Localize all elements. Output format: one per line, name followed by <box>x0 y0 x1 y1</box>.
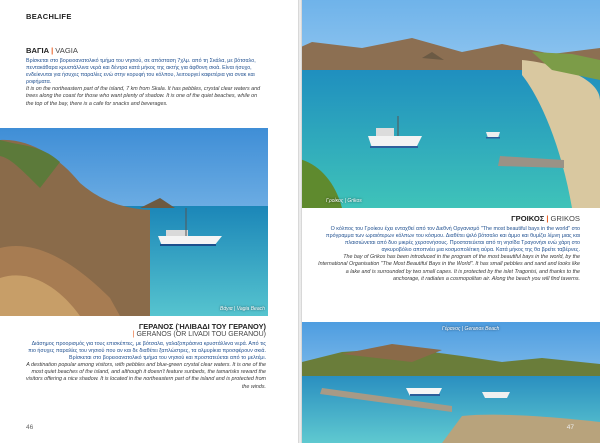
title-separator: | <box>132 331 137 338</box>
section-header: BEACHLIFE <box>26 12 72 21</box>
geranos-title-english-text: GERANOS (OR LIVADI TOU GERANOU) <box>136 331 266 338</box>
geranos-text-greek: Διάσημος προορισμός για τους επισκέπτες, με βότσαλα, γαλαζοπράσινα κρυστάλλινα νερά. Από τις πιο ήσυχες παραλίες του νησιού που αν και δε διαθέτει ξαπλώστρες, τα αλμυρίκια προσφέρουν σκιά. Βρίσκεται στο βορειοανατολικό τμήμα του νησιού και προστατεύεται από το μελτέμι. <box>28 341 266 362</box>
geranos-text-english: A destination popular among visitors, with pebbles and blue-green crystal clear waters. It is one of the most quiet beaches of the island, and although it doesn't feature sunbeds, the tamarisks reward the visitors offering a nice shadow. It is located in the northeastern part of the island and is protected from the winds. <box>26 362 267 390</box>
page-number-right: 47 <box>566 424 574 431</box>
grikos-caption: Γροίκος | Grikos <box>326 198 362 204</box>
geranos-caption: Γέρανος | Geranos Beach <box>442 326 500 332</box>
vagia-article <box>26 46 266 108</box>
grikos-article <box>318 214 580 283</box>
grikos-illustration <box>302 0 600 208</box>
grikos-title-gr: ΓΡΟΙΚΟΣ <box>511 214 545 223</box>
vagia-title-gr: ΒΑΓΙΑ <box>26 46 50 55</box>
grikos-photo <box>302 0 600 208</box>
vagia-photo <box>0 128 268 316</box>
vagia-caption: Βάγια | Vagia Beach <box>220 306 265 312</box>
geranos-illustration <box>302 322 600 443</box>
vagia-title-en: VAGIA <box>55 46 78 55</box>
vagia-text-greek: Βρίσκεται στο βορειοανατολικό τμήμα του νησιού, σε απόσταση 7χλμ. από τη Σκάλα, με βότσαλο, πεντακάθαρα κρυστάλλινα νερά και δέντρα κατά μήκος της ακτής για άφθονη σκιά. Είναι ήσυχο, ενδείκνυται για ήσυχες παραλίες ενώ στην κορυφή του κόλπου, λειτουργεί καφετέρια για σνακ και ροφήματα. <box>26 58 256 86</box>
geranos-title-greek: ΓΕΡΑΝΟΣ (ΉΛΙΒΑΔΙ ΤΟΥ ΓΕΡΑΝΟΥ) <box>138 322 266 331</box>
title-separator: | <box>51 46 54 55</box>
vagia-title <box>26 46 266 55</box>
grikos-title <box>318 214 580 223</box>
grikos-text-greek: Ο κόλπος του Γροίκου έχει ενταχθεί από τον Διεθνή Οργανισμό "The most beautiful bays in the world" στο πρόγραμμα των ωραιότερων κόλπων του κόσμου. Διαθέτει ψιλό βότσαλο και άμμο και θυμίζει λίμνη μιας και πλαισιώνεται από δυο μικρές χερσονήσους. Προστατεύεται από τη νησίδα Τραγονήσι ενώ χάρη στο αγκυροβόλιο αποπνέει μια κοσμοπολίτικη αύρα. Κατά μήκος της θα βρείτε ταβέρνες. <box>325 226 580 254</box>
grikos-text-english: The bay of Grikos has been introduced in the program of the most beautiful bays in the world, by the International Organisation "The Most Beautiful Bays in the World". It has small pebbles and sand and looks like a lake and is surrounded by two small capes. It is protected by the islet Tragonisi, and thanks to the anchorage, it radiates a cosmopolitan air. Along the beach you will find taverns. <box>318 254 580 282</box>
geranos-photo <box>302 322 600 443</box>
small-boat-icon <box>486 132 500 139</box>
vagia-text-english: It is on the northeastern part of the island, 7 km from Skala. It has pebbles, crystal clear waters and trees along the coast for those who want plenty of shadow. It is one of the quiet beaches, while on the top of the bay, there is a cafe for snacks and beverages. <box>26 86 261 107</box>
page-number-left: 46 <box>26 424 34 431</box>
right-page <box>302 0 600 443</box>
geranos-title-english <box>26 331 266 338</box>
title-separator: | <box>546 214 549 223</box>
boat-icon <box>406 388 442 396</box>
left-page <box>0 0 298 443</box>
boat-icon <box>482 392 510 398</box>
grikos-title-en: GRIKOS <box>550 214 580 223</box>
vagia-illustration <box>0 128 268 316</box>
geranos-article <box>26 322 266 391</box>
